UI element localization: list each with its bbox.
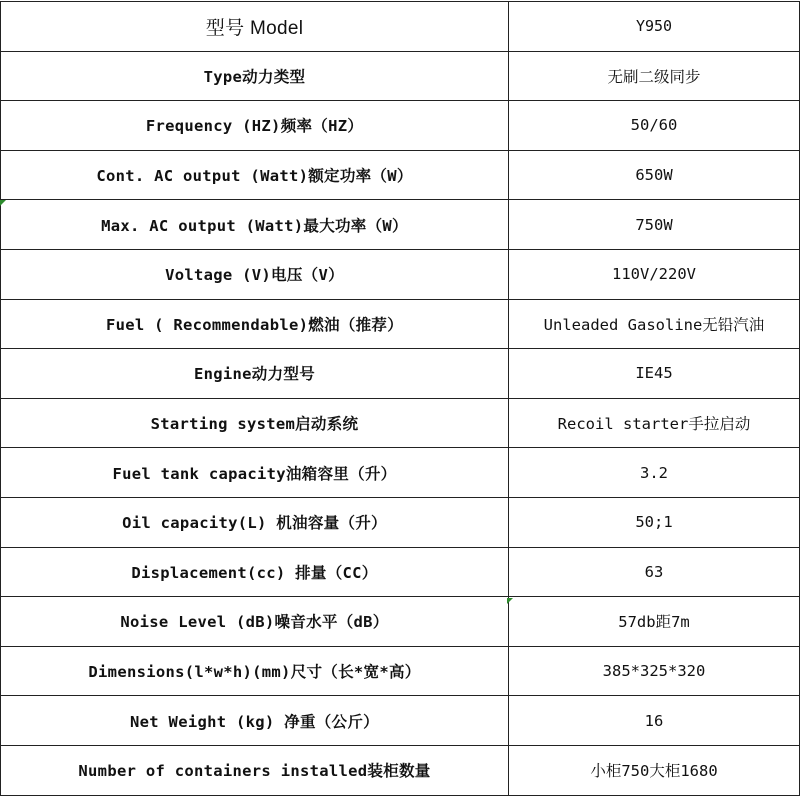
spec-value: 750W — [509, 200, 800, 250]
cell-corner-marker — [507, 598, 513, 604]
spec-label: Voltage (V)电压（V） — [1, 249, 509, 299]
spec-value: 110V/220V — [509, 249, 800, 299]
spec-label: Net Weight (kg) 净重（公斤） — [1, 696, 509, 746]
spec-label: Frequency (HZ)频率（HZ） — [1, 101, 509, 151]
spec-value: 385*325*320 — [509, 646, 800, 696]
spec-value: 3.2 — [509, 448, 800, 498]
spec-row-engine — [1, 349, 800, 399]
spec-row-frequency — [1, 101, 800, 151]
spec-row-max-output — [1, 200, 800, 250]
spec-label: Number of containers installed装柜数量 — [1, 745, 509, 795]
cell-corner-marker — [0, 200, 6, 206]
spec-row-fuel-tank — [1, 448, 800, 498]
spec-row-voltage — [1, 249, 800, 299]
spec-label: Dimensions(l*w*h)(mm)尺寸（长*宽*高） — [1, 646, 509, 696]
spec-row-noise-level — [1, 597, 800, 647]
spec-value: IE45 — [509, 349, 800, 399]
spec-value: 50/60 — [509, 101, 800, 151]
spec-label: Noise Level (dB)噪音水平（dB） — [1, 597, 509, 647]
spec-label: Fuel tank capacity油箱容里（升） — [1, 448, 509, 498]
spec-value: 小柜750大柜1680 — [509, 745, 800, 795]
spec-value: Recoil starter手拉启动 — [509, 398, 800, 448]
spec-value: 57db距7m — [509, 597, 800, 647]
spec-value: 650W — [509, 150, 800, 200]
spec-value: 无刷二级同步 — [509, 51, 800, 101]
spec-value: 63 — [509, 547, 800, 597]
spec-row-containers — [1, 745, 800, 795]
spec-value: 50;1 — [509, 497, 800, 547]
spec-label: Starting system启动系统 — [1, 398, 509, 448]
spec-label: Max. AC output (Watt)最大功率（W） — [1, 200, 509, 250]
spec-label: Oil capacity(L) 机油容量（升） — [1, 497, 509, 547]
spec-row-type — [1, 51, 800, 101]
spec-value: 16 — [509, 696, 800, 746]
spec-label: Fuel ( Recommendable)燃油（推荐） — [1, 299, 509, 349]
spec-label: Type动力类型 — [1, 51, 509, 101]
spec-row-model — [1, 2, 800, 52]
spec-value: Y950 — [509, 2, 800, 52]
spec-row-oil-capacity — [1, 497, 800, 547]
spec-row-fuel — [1, 299, 800, 349]
spec-value: Unleaded Gasoline无铅汽油 — [509, 299, 800, 349]
spec-table — [0, 1, 800, 796]
spec-label: 型号 Model — [1, 2, 509, 52]
spec-row-cont-output — [1, 150, 800, 200]
spec-row-net-weight — [1, 696, 800, 746]
spec-row-dimensions — [1, 646, 800, 696]
spec-row-starting-system — [1, 398, 800, 448]
spec-label: Engine动力型号 — [1, 349, 509, 399]
spec-label: Displacement(cc) 排量（CC） — [1, 547, 509, 597]
spec-label: Cont. AC output (Watt)额定功率（W） — [1, 150, 509, 200]
spec-row-displacement — [1, 547, 800, 597]
